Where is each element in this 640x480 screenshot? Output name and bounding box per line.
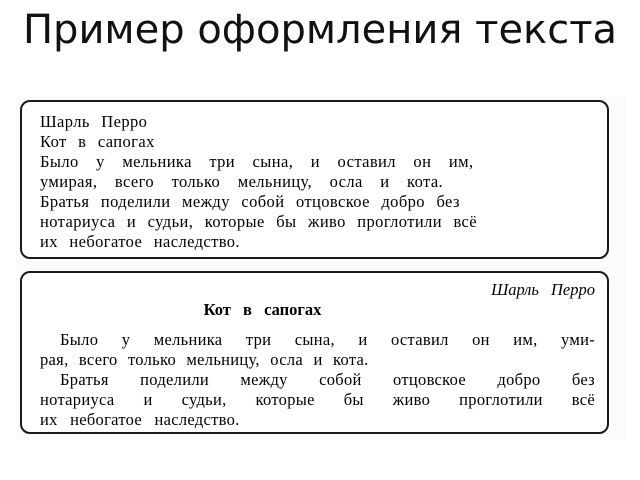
formatted-line-1: Было у мельника три сына, и оставил он им, уми-: [60, 330, 595, 349]
plain-line-7: их небогатое наследство.: [40, 232, 240, 251]
plain-line-5: Братья поделили между собой отцовское добро без: [40, 192, 460, 211]
plain-line-4: умирая, всего только мельницу, осла и кота.: [40, 172, 444, 191]
formatted-line-2: рая, всего только мельницу, осла и кота.: [40, 350, 369, 369]
plain-line-title: Кот в сапогах: [40, 132, 155, 151]
formatted-line-3: Братья поделили между собой отцовское добро без: [60, 370, 595, 389]
formatted-line-5: их небогатое наследство.: [40, 410, 240, 429]
formatted-line-4: нотариуса и судьи, которые бы живо проглотили всё: [40, 390, 595, 409]
example-formatted-box: [20, 271, 609, 434]
plain-line-author: Шарль Перро: [40, 112, 148, 131]
formatted-story-title: Кот в сапогах: [203, 300, 322, 319]
slide-title: Пример оформления текста: [22, 7, 618, 53]
formatted-author: Шарль Перро: [491, 280, 595, 299]
plain-line-6: нотариуса и судьи, которые бы живо проглотили всё: [40, 212, 477, 231]
plain-line-3: Было у мельника три сына, и оставил он им,: [40, 152, 474, 171]
example-unformatted-box: [20, 100, 609, 259]
